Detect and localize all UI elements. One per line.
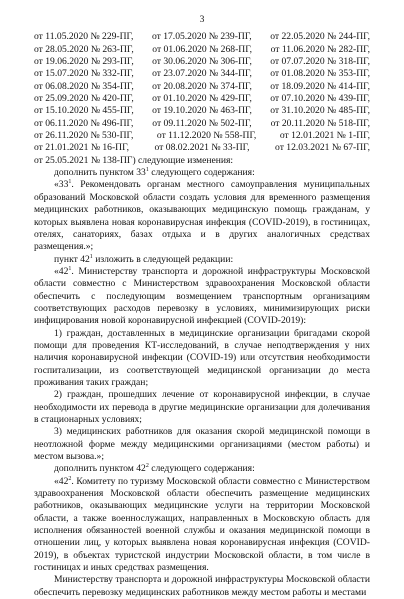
- date-line: [34, 130, 370, 142]
- date-ref: от 17.05.2020 № 239-ПГ,: [151, 31, 252, 43]
- superscript: 2: [145, 463, 149, 470]
- date-line: [34, 68, 370, 80]
- date-ref: от 01.08.2020 № 353-ПГ,: [270, 68, 370, 80]
- instruction-text: следующего содержания:: [148, 167, 255, 179]
- instruction-text: дополнить пунктом 33: [54, 167, 146, 179]
- date-ref: от 31.10.2020 № 485-ПГ,: [270, 105, 370, 117]
- date-line: [34, 142, 370, 154]
- date-ref: от 15.10.2020 № 455-ПГ,: [34, 105, 134, 117]
- date-ref: от 19.10.2020 № 463-ПГ,: [152, 105, 252, 117]
- clause-text: . Министерству транспорта и дорожной инфраструктуры Московской области совместно с Министерством здравоохранения Московской области обеспечить с последующим возмещением транспортным организациям соответствующих расходов перевозку в условиях, минимизирующих риски инфицирования новой коронавирусной инфекцией (COVID-2019):: [34, 265, 370, 327]
- clause-number: «33: [54, 179, 69, 191]
- page-number: 3: [199, 14, 205, 25]
- date-line: [34, 93, 370, 105]
- clause-42-2: [34, 476, 370, 575]
- date-ref: от 12.03.2021 № 67-ПГ,: [275, 142, 370, 154]
- instruction-text: пункт 42: [54, 253, 90, 265]
- amendment-dates-list: [34, 31, 370, 167]
- date-ref: от 06.08.2020 № 354-ПГ,: [34, 80, 134, 92]
- superscript: 1: [68, 265, 72, 272]
- date-ref: от 08.02.2021 № 33-ПГ,: [154, 142, 250, 154]
- date-ref: от 11.05.2020 № 229-ПГ,: [34, 31, 134, 43]
- supplement-instruction-42: [34, 254, 370, 266]
- clause-42-1-item-3: 3) медицинских работников для оказания скорой медицинской помощи в неотложной форме между медицинскими организациями (местом работы) и местом вызова.»;: [34, 426, 370, 463]
- date-line: [34, 81, 370, 93]
- date-ref: от 20.11.2020 № 518-ПГ,: [270, 117, 370, 129]
- clause-number: «42: [54, 265, 69, 277]
- date-ref: от 25.09.2020 № 420-ПГ,: [34, 93, 134, 105]
- clause-42-1: [34, 266, 370, 328]
- clause-text: . Комитету по туризму Московской области совместно с Министерством здравоохранения Московской области обеспечить размещение медицинских работников, оказывающих медицинские услуги на территории Московской области, а также военнослужащих, направленных в Московскую область для исполнения обязанностей военной службы и оказания медицинской помощи в отношении лиц, у которых выявлена новая коронавирусная инфекция (COVID-2019), в объектах туристской индустрии Московской области, в том числе в гостиницах и иных средствах размещения.: [34, 475, 370, 574]
- date-line: [34, 44, 370, 56]
- superscript: 1: [68, 179, 72, 186]
- superscript: 1: [89, 253, 93, 260]
- date-ref: от 09.11.2020 № 502-ПГ,: [152, 117, 252, 129]
- date-ref: от 01.10.2020 № 429-ПГ,: [152, 93, 252, 105]
- clause-42-1-item-2: 2) граждан, прошедших лечение от коронавирусной инфекции, в случае необходимости их перевода в другие медицинские организации для долечивания в стационарных условиях;: [34, 389, 370, 425]
- supplement-instruction-33: [34, 167, 370, 179]
- date-line: [34, 105, 370, 117]
- instruction-text: дополнить пунктом 42: [54, 463, 146, 475]
- date-ref: от 07.10.2020 № 439-ПГ,: [270, 93, 370, 105]
- date-ref: от 26.11.2020 № 530-ПГ,: [34, 130, 134, 142]
- instruction-text: изложить в следующей редакции:: [92, 253, 234, 265]
- superscript: 2: [68, 475, 72, 482]
- superscript: 1: [145, 166, 149, 173]
- date-ref: от 11.06.2020 № 282-ПГ,: [270, 43, 370, 55]
- date-line: [34, 56, 370, 68]
- instruction-text: следующего содержания:: [148, 463, 255, 475]
- clause-number: «42: [54, 475, 69, 487]
- date-ref: от 30.06.2020 № 306-ПГ,: [152, 56, 252, 68]
- date-ref: от 18.09.2020 № 414-ПГ,: [270, 80, 370, 92]
- supplement-instruction-42-2: [34, 463, 370, 475]
- clause-33-1: [34, 179, 370, 253]
- date-line-final: от 25.05.2021 № 138-ПГ) следующие изменения:: [34, 154, 234, 166]
- clause-42-1-item-1: 1) граждан, доставленных в медицинские организации бригадами скорой помощи для проведения КТ-исследований, в случае неподтверждения у них наличия коронавирусной инфекции (COVID-19) или отсутствия необходимости госпитализации, из соответствующей медицинской организации до места проживания таких граждан;: [34, 327, 370, 388]
- date-ref: от 12.01.2021 № 1-ПГ,: [279, 130, 370, 142]
- date-line: [34, 31, 370, 43]
- date-ref: от 06.11.2020 № 496-ПГ,: [34, 117, 134, 129]
- date-ref: от 21.01.2021 № 16-ПГ,: [34, 142, 129, 154]
- date-ref: от 20.08.2020 № 374-ПГ,: [152, 80, 252, 92]
- date-ref: от 07.07.2020 № 318-ПГ,: [270, 56, 370, 68]
- date-ref: от 22.05.2020 № 244-ПГ,: [270, 31, 370, 43]
- date-ref: от 01.06.2020 № 268-ПГ,: [152, 43, 253, 55]
- date-ref: от 28.05.2020 № 263-ПГ,: [34, 43, 134, 55]
- date-ref: от 19.06.2020 № 293-ПГ,: [34, 56, 134, 68]
- date-ref: от 23.07.2020 № 344-ПГ,: [152, 68, 252, 80]
- clause-text: . Рекомендовать органам местного самоуправления муниципальных образований Московской области создать условия для временного размещения медицинских работников, оказывающих медицинскую помощь гражданам, у которых выявлена новая коронавирусная инфекция (COVID-2019), в гостиницах, отелях, санаториях, базах отдыха и в других аналогичных средствах размещения.»;: [34, 179, 370, 253]
- clause-transport-continuation: Министерству транспорта и дорожной инфраструктуры Московской области обеспечить перевозку медицинских работников между местом работы и местами: [34, 574, 370, 598]
- date-ref: от 15.07.2020 № 332-ПГ,: [34, 68, 134, 80]
- date-ref: от 11.12.2020 № 558-ПГ,: [156, 130, 257, 142]
- date-line: [34, 118, 370, 130]
